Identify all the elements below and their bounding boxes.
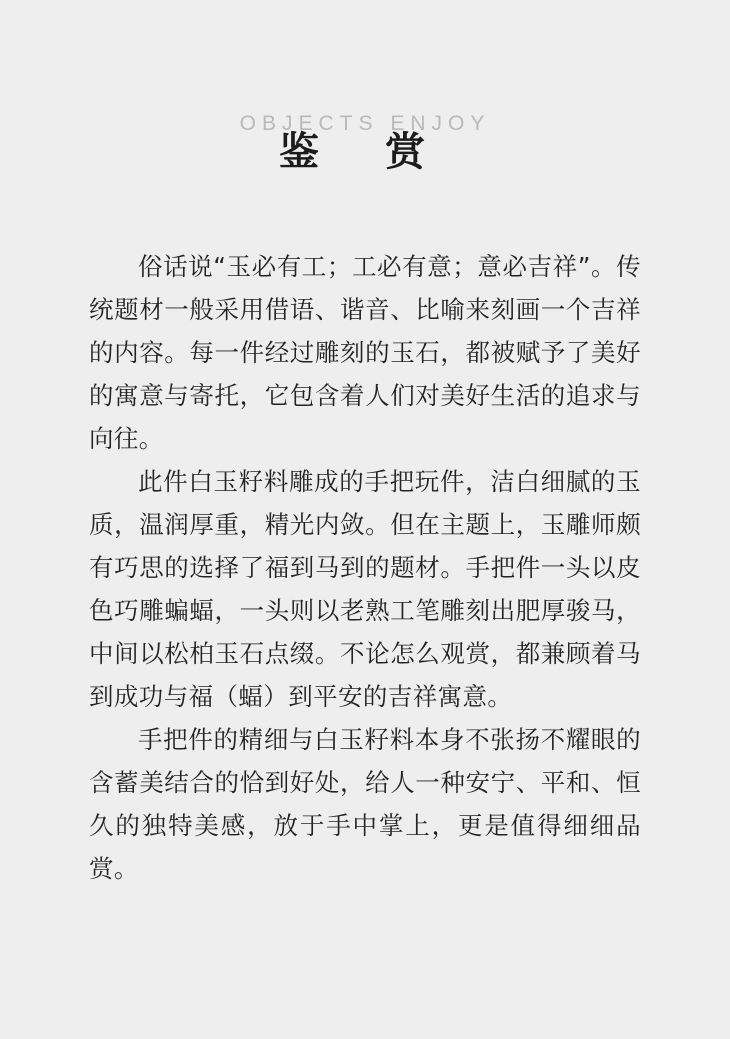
page-title: 鉴 赏 <box>279 127 451 175</box>
paragraph: 俗话说“玉必有工；工必有意；意必吉祥”。传统题材一般采用借语、谐音、比喻来刻画一个吉祥的内容。每一件经过雕刻的玉石，都被赋予了美好的寓意与寄托，它包含着人们对美好生活的追求与向往。 <box>89 252 641 453</box>
body-text <box>89 200 641 890</box>
title-watermark-text: OBJECTS ENJOY <box>239 112 491 135</box>
title-block <box>0 0 730 200</box>
paragraph: 手把件的精细与白玉籽料本身不张扬不耀眼的含蓄美结合的恰到好处，给人一种安宁、平和、恒久的独特美感，放于手中掌上，更是值得细细品赏。 <box>89 725 641 883</box>
paragraph: 此件白玉籽料雕成的手把玩件，洁白细腻的玉质，温润厚重，精光内敛。但在主题上，玉雕师颇有巧思的选择了福到马到的题材。手把件一头以皮色巧雕蝙蝠，一头则以老熟工笔雕刻出肥厚骏马，中间以松柏玉石点缀。不论怎么观赏，都兼顾着马到成功与福（蝠）到平安的吉祥寓意。 <box>89 467 641 711</box>
